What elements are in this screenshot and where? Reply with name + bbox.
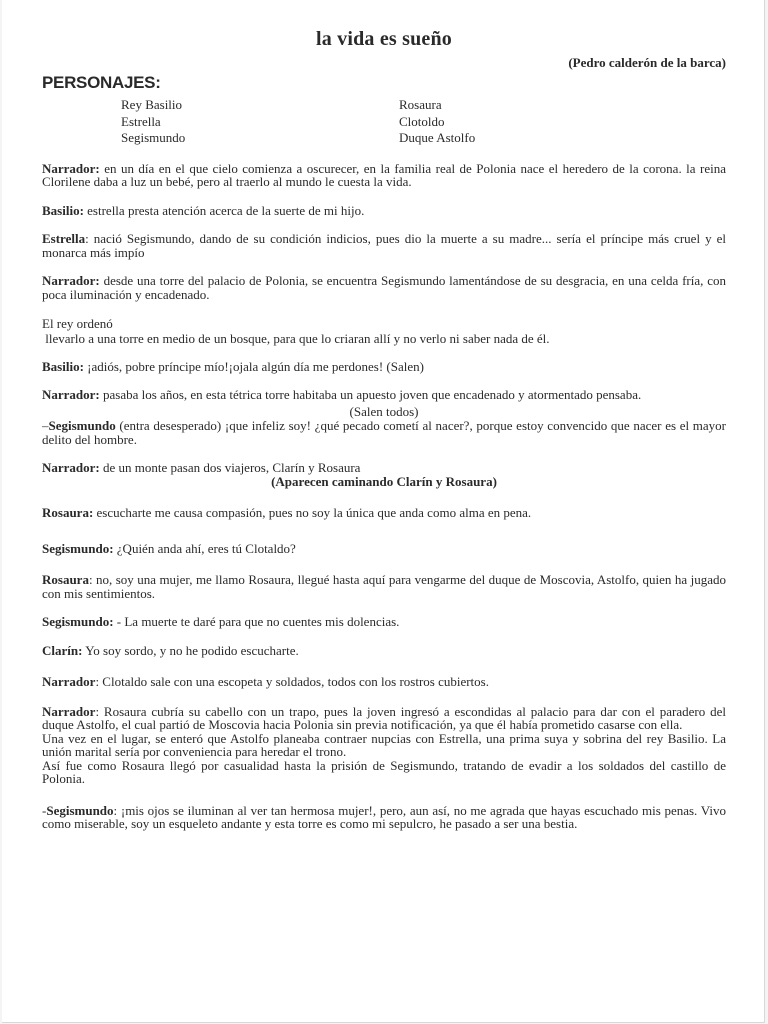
narration-line bbox=[42, 759, 726, 786]
dash-prefix: – bbox=[42, 418, 49, 433]
line-text: ¡adiós, pobre príncipe mío!¡ojala algún día me perdones! (Salen) bbox=[83, 358, 424, 374]
dialogue-line bbox=[42, 461, 726, 475]
speaker-label: Narrador: bbox=[42, 460, 100, 475]
dialogue-line bbox=[42, 388, 726, 402]
stage-direction: (Salen todos) bbox=[349, 403, 419, 419]
dialogue-line bbox=[42, 162, 726, 189]
speaker-label: Rosaura: bbox=[42, 505, 94, 520]
dialogue-line bbox=[42, 573, 726, 600]
speaker-label: Narrador bbox=[42, 703, 96, 719]
speaker-label: Narrador: bbox=[42, 387, 100, 402]
cast-heading: PERSONAJES: bbox=[42, 73, 161, 92]
speaker-label: Narrador: bbox=[42, 160, 100, 176]
line-text: El rey ordenó bbox=[42, 316, 113, 331]
speaker-label: Clarín: bbox=[42, 642, 83, 658]
line-text: estrella presta atención acerca de la suerte de mi hijo. bbox=[83, 202, 365, 218]
speaker-label: Segismundo bbox=[48, 418, 116, 433]
cast-item: Rosaura bbox=[399, 97, 442, 112]
line-text: pasaba los años, en esta tétrica torre habitaba un apuesto joven que encadenado y atormentado pensaba. bbox=[99, 387, 642, 402]
dialogue-line bbox=[42, 419, 726, 446]
speaker-label: Basilio: bbox=[42, 202, 84, 218]
line-text: - La muerte te daré para que no cuentes mis dolencias. bbox=[113, 614, 400, 629]
dialogue-line bbox=[42, 644, 726, 658]
dialogue-line bbox=[42, 804, 726, 831]
line-text: (entra desesperado) ¡que infeliz soy! ¿qué pecado cometí al nacer?, porque estoy convencido que nacer es el mayor delito del hombre. bbox=[42, 418, 726, 447]
line-text: : Rosaura cubría su cabello con un trapo, pues la joven ingresó a escondidas al palacio para dar con el paradero del duque Astolfo, el cual partió de Moscovia hacia Polonia sin previa notificación, ya que él había prometido casarse con ella. bbox=[42, 703, 726, 732]
speaker-label: Estrella bbox=[42, 231, 86, 246]
document-content bbox=[42, 28, 726, 831]
dialogue-line bbox=[42, 542, 726, 556]
dialogue-line bbox=[42, 360, 726, 374]
line-text: : no, soy una mujer, me llamo Rosaura, llegué hasta aquí para vengarme del duque de Moscovia, Astolfo, quien ha jugado con mis sentimientos. bbox=[42, 572, 726, 601]
cast-item: Clotoldo bbox=[399, 113, 445, 129]
line-text: desde una torre del palacio de Polonia, se encuentra Segismundo lamentándose de su desgracia, en una celda fría, con poca iluminación y encadenado. bbox=[42, 273, 726, 302]
line-text: : Clotaldo sale con una escopeta y soldados, todos con los rostros cubiertos. bbox=[95, 674, 489, 689]
line-text: llevarlo a una torre en medio de un bosque, para que lo criaran allí y no verlo ni saber nada de él. bbox=[42, 331, 550, 346]
line-text: : nació Segismundo, dando de su condición indicios, pues dio la muerte a su madre... sería el príncipe más cruel y el monarca más impío bbox=[42, 231, 726, 260]
document-title: la vida es sueño bbox=[315, 28, 452, 50]
cast-item: Duque Astolfo bbox=[399, 130, 476, 145]
dialogue-line bbox=[42, 274, 726, 301]
speaker-label: Rosaura bbox=[42, 572, 89, 587]
speaker-label: Narrador bbox=[42, 674, 96, 689]
stage-direction: (Aparecen caminando Clarín y Rosaura) bbox=[271, 473, 497, 489]
dialogue-line bbox=[42, 615, 726, 629]
cast-item: Segismundo bbox=[121, 130, 186, 145]
dialogue-line bbox=[42, 705, 726, 732]
line-text: Así fue como Rosaura llegó por casualidad hasta la prisión de Segismundo, tratando de evadir a los soldados del castillo de Polonia. bbox=[42, 757, 726, 786]
speaker-label: Segismundo: bbox=[42, 614, 114, 629]
line-text: : ¡mis ojos se iluminan al ver tan hermosa mujer!, pero, aun así, no me agrada que hayas escuchado mis penas. Vivo como miserable, soy un esqueleto andante y esta torre es como mi sepulcro, he pasado a ser una bestia. bbox=[42, 802, 726, 831]
dialogue-line bbox=[42, 204, 726, 218]
speaker-label: Basilio: bbox=[42, 358, 84, 374]
dialogue-line bbox=[42, 675, 726, 689]
dialogue-line bbox=[42, 506, 726, 520]
line-text: de un monte pasan dos viajeros, Clarín y Rosaura bbox=[99, 460, 361, 475]
speaker-label: Segismundo: bbox=[42, 540, 114, 556]
speaker-label: Segismundo bbox=[46, 802, 114, 818]
narration-line bbox=[42, 732, 726, 759]
dash-prefix: - bbox=[42, 802, 47, 818]
document-author: (Pedro calderón de la barca) bbox=[568, 55, 726, 70]
cast-item: Rey Basilio bbox=[121, 97, 183, 112]
dialogue-line bbox=[42, 232, 726, 259]
narration-line bbox=[42, 332, 726, 346]
line-text: ¿Quién anda ahí, eres tú Clotaldo? bbox=[113, 540, 296, 556]
line-text: escucharte me causa compasión, pues no soy la única que anda como alma en pena. bbox=[93, 505, 532, 520]
line-text: Una vez en el lugar, se enteró que Astolfo planeaba contraer nupcias con Estrella, una prima suya y sobrina del rey Basilio. La unión marital sería por conveniencia para heredar el trono. bbox=[42, 730, 726, 759]
line-text: Yo soy sordo, y no he podido escucharte. bbox=[82, 642, 299, 658]
cast-item: Estrella bbox=[121, 113, 161, 129]
line-text: en un día en el que cielo comienza a oscurecer, en la familia real de Polonia nace el heredero de la corona. la reina Clorilene daba a luz un bebé, pero al traerlo al mundo le cuesta la vida. bbox=[42, 160, 726, 189]
speaker-label: Narrador: bbox=[42, 273, 100, 288]
narration-line bbox=[42, 316, 726, 331]
document-page bbox=[2, 0, 765, 1023]
cast-list bbox=[121, 97, 726, 147]
